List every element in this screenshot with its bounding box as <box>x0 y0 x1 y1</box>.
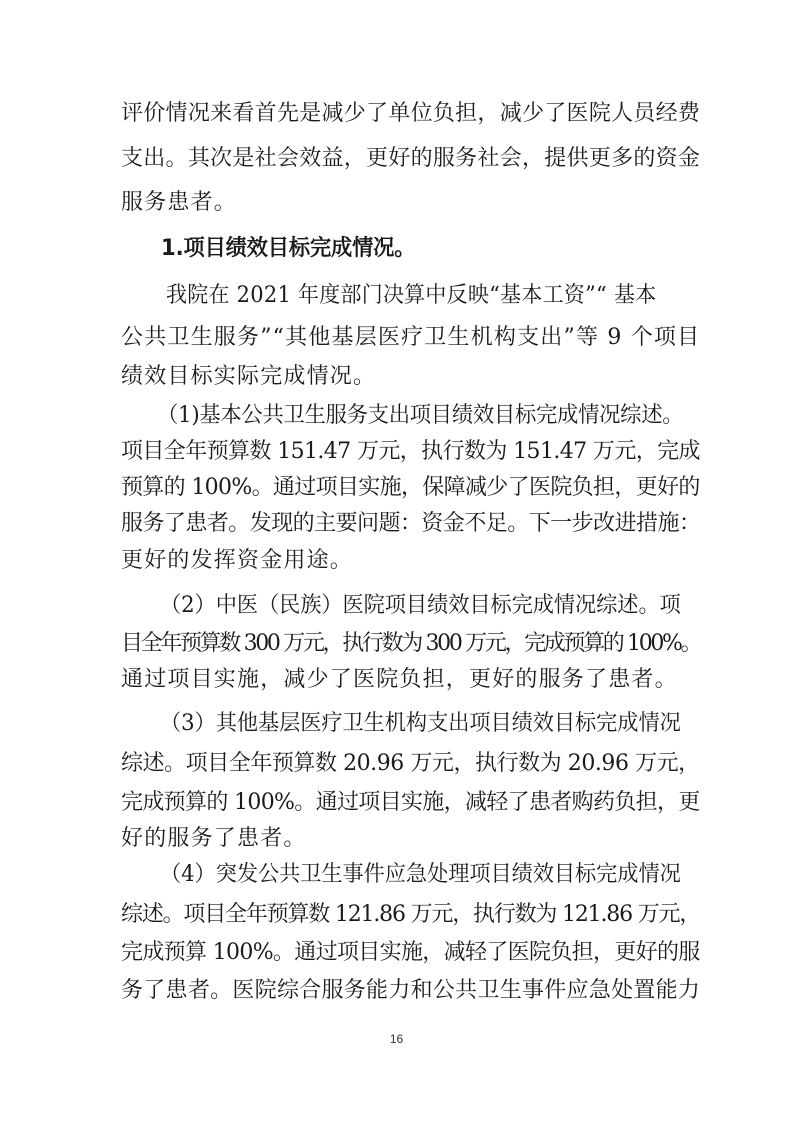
body-text-line: （1)基本公共卫生服务支出项目绩效目标完成情况综述。 <box>157 403 684 428</box>
body-text-line: 我院在 2021 年度部门决算中反映“基本工资”“ 基本 <box>166 283 657 308</box>
body-text-line: 预算的 100%。通过项目实施，保障减少了医院负担，更好的 <box>121 475 700 500</box>
body-text-line: （4）突发公共卫生事件应急处理项目绩效目标完成情况 <box>160 862 681 887</box>
body-text-line: 完成预算的 100%。通过项目实施，减轻了患者购药负担，更 <box>121 790 700 815</box>
body-text-line: 公共卫生服务”“其他基层医疗卫生机构支出”等 9 个项目 <box>121 325 701 350</box>
body-text-line: （2）中医（民族）医院项目绩效目标完成情况综述。项 <box>160 593 681 618</box>
body-text-line: 目全年预算数 300 万元，执行数为 300 万元，完成预算的 100%。 <box>121 631 701 656</box>
body-text-line: 评价情况来看首先是减少了单位负担，减少了医院人员经费 <box>121 101 701 126</box>
body-text-line: 综述。项目全年预算数 20.96 万元，执行数为 20.96 万元， <box>121 751 700 776</box>
body-text-line: 支出。其次是社会效益，更好的服务社会，提供更多的资金 <box>121 146 701 171</box>
body-text-line: 更好的发挥资金用途。 <box>121 548 354 573</box>
page-number: 16 <box>389 1032 404 1046</box>
body-text-line: 项目全年预算数 151.47 万元，执行数为 151.47 万元，完成 <box>121 439 700 464</box>
body-text-line: 综述。项目全年预算数 121.86 万元，执行数为 121.86 万元， <box>121 902 701 927</box>
section-heading: 1.项目绩效目标完成情况。 <box>161 236 416 261</box>
body-text-line: 服务患者。 <box>121 190 238 215</box>
body-text-line: 务了患者。医院综合服务能力和公共卫生事件应急处置能力 <box>121 978 701 1003</box>
body-text-line: 好的服务了患者。 <box>121 826 307 851</box>
body-text-line: 服务了患者。发现的主要问题：资金不足。下一步改进措施： <box>121 511 701 536</box>
body-text-line: 完成预算 100%。通过项目实施，减轻了医院负担，更好的服 <box>121 940 700 965</box>
body-text-line: 通过项目实施，减少了医院负担，更好的服务了患者。 <box>121 667 678 692</box>
body-text-line: 绩效目标实际完成情况。 <box>121 364 377 389</box>
body-text-line: （3）其他基层医疗卫生机构支出项目绩效目标完成情况 <box>160 711 681 736</box>
